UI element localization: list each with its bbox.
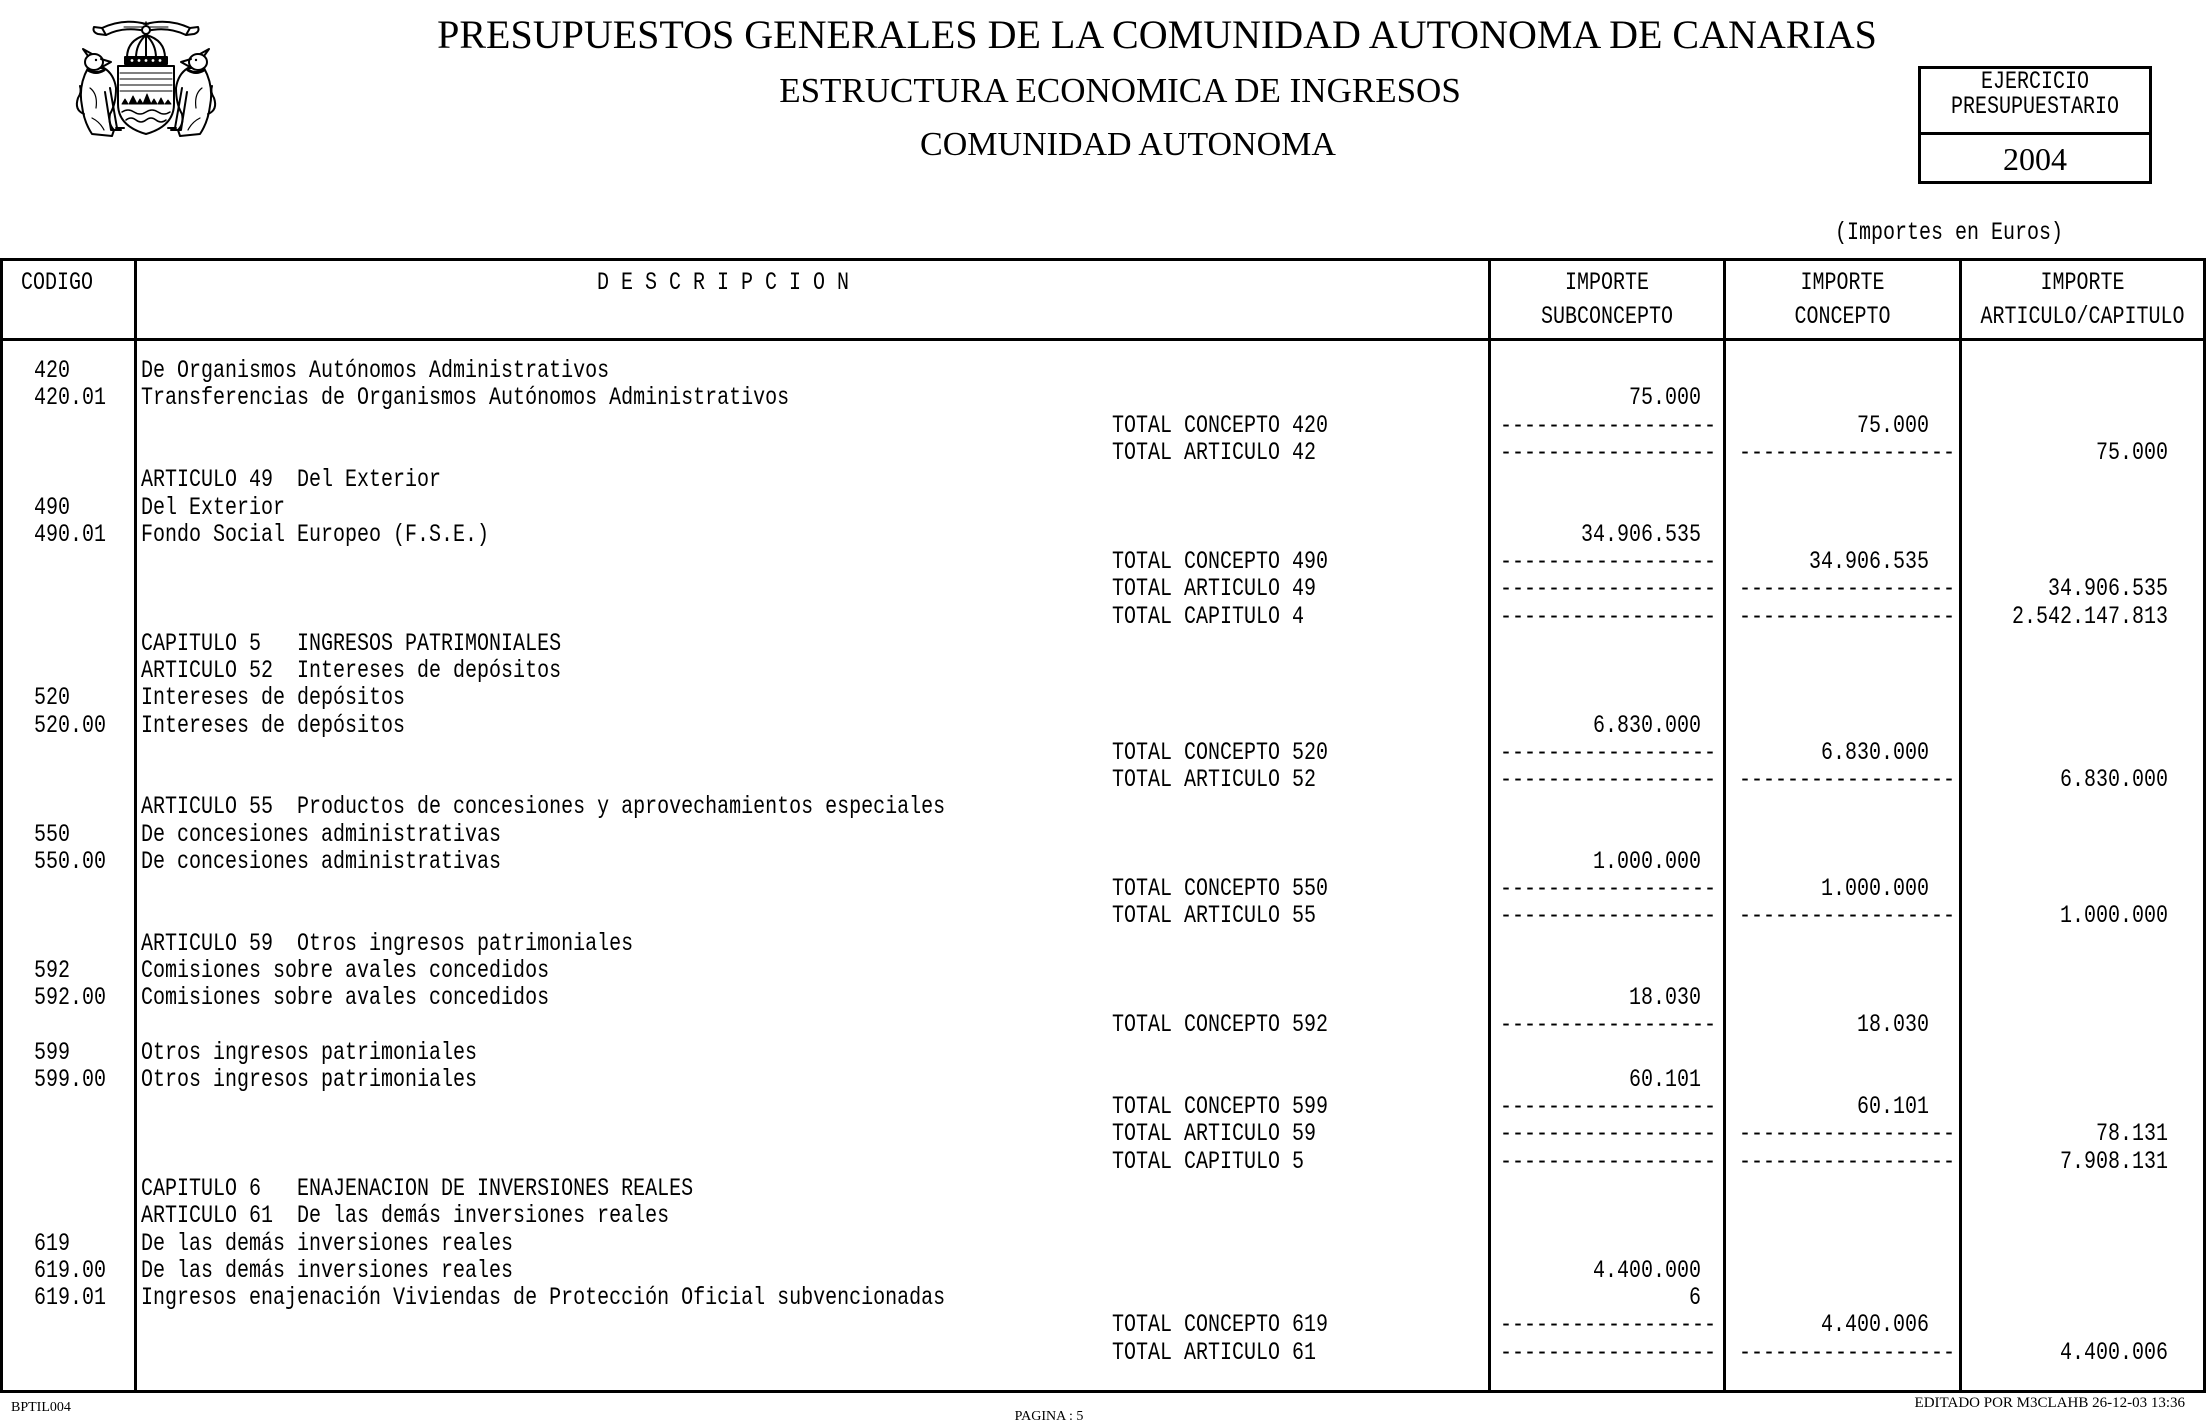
dash-rule-concepto: ------------------ xyxy=(1739,1120,1956,1150)
dash-rule-subconcepto: ------------------ xyxy=(1500,875,1717,904)
row-description: Otros ingresos patrimoniales xyxy=(141,1066,478,1095)
row-amount-articulo-capitulo: 1.000.000 xyxy=(2059,902,2168,932)
row-description: De Organismos Autónomos Administrativos xyxy=(141,357,610,387)
row-code: 420 xyxy=(34,357,71,387)
table-row xyxy=(0,1312,2206,1339)
document-subtitle: ESTRUCTURA ECONOMICA DE INGRESOS xyxy=(779,71,1461,110)
column-header-articulo-capitulo: IMPORTE xyxy=(2040,269,2125,298)
row-amount-concepto: 1.000.000 xyxy=(1820,875,1929,904)
table-row xyxy=(0,1040,2206,1067)
dash-rule-subconcepto: ------------------ xyxy=(1500,602,1717,632)
table-row xyxy=(0,794,2206,821)
dash-rule-concepto: ------------------ xyxy=(1739,1147,1956,1177)
document-title: PRESUPUESTOS GENERALES DE LA COMUNIDAD AUTONOMA DE CANARIAS xyxy=(437,12,1877,57)
row-code: 520.00 xyxy=(34,711,107,741)
row-description: CAPITULO 5 INGRESOS PATRIMONIALES xyxy=(141,629,562,659)
row-amount-articulo-capitulo: 6.830.000 xyxy=(2059,766,2168,795)
row-amount-concepto: 6.830.000 xyxy=(1820,738,1929,768)
table-row xyxy=(0,604,2206,631)
row-code: 592.00 xyxy=(34,984,107,1014)
row-total-label: TOTAL CONCEPTO 619 xyxy=(1112,1311,1329,1341)
row-description: Fondo Social Europeo (F.S.E.) xyxy=(141,520,490,550)
row-description: De concesiones administrativas xyxy=(141,820,502,850)
row-amount-concepto: 18.030 xyxy=(1856,1011,1929,1041)
row-description: Transferencias de Organismos Autónomos Administrativos xyxy=(141,384,790,414)
row-description: Intereses de depósitos xyxy=(141,711,406,741)
row-amount-subconcepto: 60.101 xyxy=(1628,1066,1701,1095)
table-row xyxy=(0,1203,2206,1230)
row-total-label: TOTAL CONCEPTO 550 xyxy=(1112,875,1329,904)
currency-note: (Importes en Euros) xyxy=(1835,219,2064,248)
dog-supporter-left xyxy=(77,49,124,136)
row-total-label: TOTAL ARTICULO 59 xyxy=(1112,1120,1317,1150)
fiscal-year-label: EJERCICIO xyxy=(1980,68,2090,97)
column-header-concepto: IMPORTE xyxy=(1800,269,1885,298)
row-total-label: TOTAL CAPITULO 4 xyxy=(1112,602,1305,632)
dash-rule-concepto: ------------------ xyxy=(1739,439,1956,468)
row-total-label: TOTAL ARTICULO 52 xyxy=(1112,766,1317,795)
coat-of-arms-icon xyxy=(72,18,220,142)
dash-rule-subconcepto: ------------------ xyxy=(1500,766,1717,795)
row-total-label: TOTAL ARTICULO 61 xyxy=(1112,1338,1317,1368)
row-amount-subconcepto: 1.000.000 xyxy=(1592,848,1701,877)
column-header-subconcepto: IMPORTE xyxy=(1564,269,1649,298)
row-description: De las demás inversiones reales xyxy=(141,1256,514,1286)
header-divider xyxy=(0,338,2206,341)
revenue-table xyxy=(0,258,2206,1393)
dash-rule-subconcepto: ------------------ xyxy=(1500,1011,1717,1041)
row-amount-subconcepto: 6 xyxy=(1688,1284,1701,1313)
column-header-subconcepto-sub: SUBCONCEPTO xyxy=(1540,303,1674,332)
row-amount-concepto: 34.906.535 xyxy=(1808,548,1929,577)
row-amount-subconcepto: 75.000 xyxy=(1628,384,1701,414)
column-header-descripcion: D E S C R I P C I O N xyxy=(597,269,850,298)
row-description: Intereses de depósitos xyxy=(141,684,406,714)
row-description: ARTICULO 52 Intereses de depósitos xyxy=(141,657,562,686)
dash-rule-subconcepto: ------------------ xyxy=(1500,548,1717,577)
table-row xyxy=(0,467,2206,494)
row-total-label: TOTAL CONCEPTO 520 xyxy=(1112,738,1329,768)
table-row xyxy=(0,385,2206,412)
table-row xyxy=(0,931,2206,958)
row-description: ARTICULO 55 Productos de concesiones y aprovechamientos especiales xyxy=(141,793,946,823)
row-code: 550.00 xyxy=(34,848,107,877)
row-total-label: TOTAL CONCEPTO 599 xyxy=(1112,1093,1329,1123)
row-code: 520 xyxy=(34,684,71,714)
dash-rule-subconcepto: ------------------ xyxy=(1500,1147,1717,1177)
row-total-label: TOTAL ARTICULO 49 xyxy=(1112,575,1317,605)
row-amount-articulo-capitulo: 78.131 xyxy=(2095,1120,2168,1150)
table-row xyxy=(0,713,2206,740)
row-amount-articulo-capitulo: 4.400.006 xyxy=(2059,1338,2168,1368)
dash-rule-concepto: ------------------ xyxy=(1739,575,1956,605)
row-description: CAPITULO 6 ENAJENACION DE INVERSIONES REALES xyxy=(141,1175,694,1204)
dash-rule-subconcepto: ------------------ xyxy=(1500,411,1717,441)
fiscal-year-box xyxy=(1918,66,2152,184)
table-row xyxy=(0,1121,2206,1148)
row-amount-subconcepto: 4.400.000 xyxy=(1592,1256,1701,1286)
row-code: 619.01 xyxy=(34,1284,107,1313)
table-row xyxy=(0,685,2206,712)
dash-rule-subconcepto: ------------------ xyxy=(1500,902,1717,932)
row-amount-articulo-capitulo: 75.000 xyxy=(2095,439,2168,468)
row-amount-concepto: 60.101 xyxy=(1856,1093,1929,1123)
row-description: ARTICULO 61 De las demás inversiones reales xyxy=(141,1202,670,1232)
fiscal-year-label-2: PRESUPUESTARIO xyxy=(1950,93,2120,122)
column-header-codigo: CODIGO xyxy=(21,269,94,298)
dash-rule-subconcepto: ------------------ xyxy=(1500,1120,1717,1150)
row-amount-articulo-capitulo: 2.542.147.813 xyxy=(2011,602,2168,632)
row-code: 550 xyxy=(34,820,71,850)
row-amount-subconcepto: 34.906.535 xyxy=(1580,520,1701,550)
column-header-concepto-sub: CONCEPTO xyxy=(1794,303,1891,332)
row-total-label: TOTAL CAPITULO 5 xyxy=(1112,1147,1305,1177)
report-code: BPTIL004 xyxy=(11,1400,71,1415)
column-header-articulo-capitulo-sub: ARTICULO/CAPITULO xyxy=(1980,303,2185,332)
row-code: 490.01 xyxy=(34,520,107,550)
row-amount-subconcepto: 18.030 xyxy=(1628,984,1701,1014)
row-description: De concesiones administrativas xyxy=(141,848,502,877)
row-total-label: TOTAL CONCEPTO 490 xyxy=(1112,548,1329,577)
row-amount-subconcepto: 6.830.000 xyxy=(1592,711,1701,741)
dash-rule-subconcepto: ------------------ xyxy=(1500,738,1717,768)
row-description: Comisiones sobre avales concedidos xyxy=(141,984,550,1014)
row-description: Otros ingresos patrimoniales xyxy=(141,1038,478,1068)
entity-name: COMUNIDAD AUTONOMA xyxy=(920,126,1336,163)
dash-rule-concepto: ------------------ xyxy=(1739,1338,1956,1368)
edited-by-stamp: EDITADO POR M3CLAHB 26-12-03 13:36 xyxy=(1914,1395,2185,1411)
row-description: Del Exterior xyxy=(141,493,286,523)
dash-rule-subconcepto: ------------------ xyxy=(1500,1311,1717,1341)
dash-rule-subconcepto: ------------------ xyxy=(1500,1338,1717,1368)
row-code: 599 xyxy=(34,1038,71,1068)
row-description: De las demás inversiones reales xyxy=(141,1229,514,1259)
row-description: Comisiones sobre avales concedidos xyxy=(141,957,550,986)
row-total-label: TOTAL ARTICULO 42 xyxy=(1112,439,1317,468)
row-code: 599.00 xyxy=(34,1066,107,1095)
row-total-label: TOTAL CONCEPTO 592 xyxy=(1112,1011,1329,1041)
fiscal-year-divider xyxy=(1921,132,2149,135)
row-description: ARTICULO 49 Del Exterior xyxy=(141,466,442,496)
table-row xyxy=(0,495,2206,522)
row-code: 619 xyxy=(34,1229,71,1259)
row-total-label: TOTAL ARTICULO 55 xyxy=(1112,902,1317,932)
shield xyxy=(118,66,174,134)
dog-supporter-right xyxy=(168,49,215,136)
row-amount-concepto: 4.400.006 xyxy=(1820,1311,1929,1341)
dash-rule-subconcepto: ------------------ xyxy=(1500,575,1717,605)
coat-of-arms-logo xyxy=(56,0,204,124)
table-row xyxy=(0,1231,2206,1258)
table-row xyxy=(0,1012,2206,1039)
row-total-label: TOTAL CONCEPTO 420 xyxy=(1112,411,1329,441)
fiscal-year-value: 2004 xyxy=(2003,141,2067,177)
row-code: 619.00 xyxy=(34,1256,107,1286)
table-row xyxy=(0,822,2206,849)
dash-rule-concepto: ------------------ xyxy=(1739,902,1956,932)
dash-rule-subconcepto: ------------------ xyxy=(1500,1093,1717,1123)
row-amount-articulo-capitulo: 7.908.131 xyxy=(2059,1147,2168,1177)
row-code: 420.01 xyxy=(34,384,107,414)
table-row xyxy=(0,903,2206,930)
row-description: Ingresos enajenación Viviendas de Protección Oficial subvencionadas xyxy=(141,1284,946,1313)
dash-rule-concepto: ------------------ xyxy=(1739,766,1956,795)
row-description: ARTICULO 59 Otros ingresos patrimoniales xyxy=(141,929,634,959)
row-amount-articulo-capitulo: 34.906.535 xyxy=(2047,575,2168,605)
row-amount-concepto: 75.000 xyxy=(1856,411,1929,441)
row-code: 490 xyxy=(34,493,71,523)
dash-rule-concepto: ------------------ xyxy=(1739,602,1956,632)
dash-rule-subconcepto: ------------------ xyxy=(1500,439,1717,468)
page-number: PAGINA : 5 xyxy=(1014,1409,1084,1424)
table-row xyxy=(0,576,2206,603)
table-row xyxy=(0,1340,2206,1367)
row-code: 592 xyxy=(34,957,71,986)
